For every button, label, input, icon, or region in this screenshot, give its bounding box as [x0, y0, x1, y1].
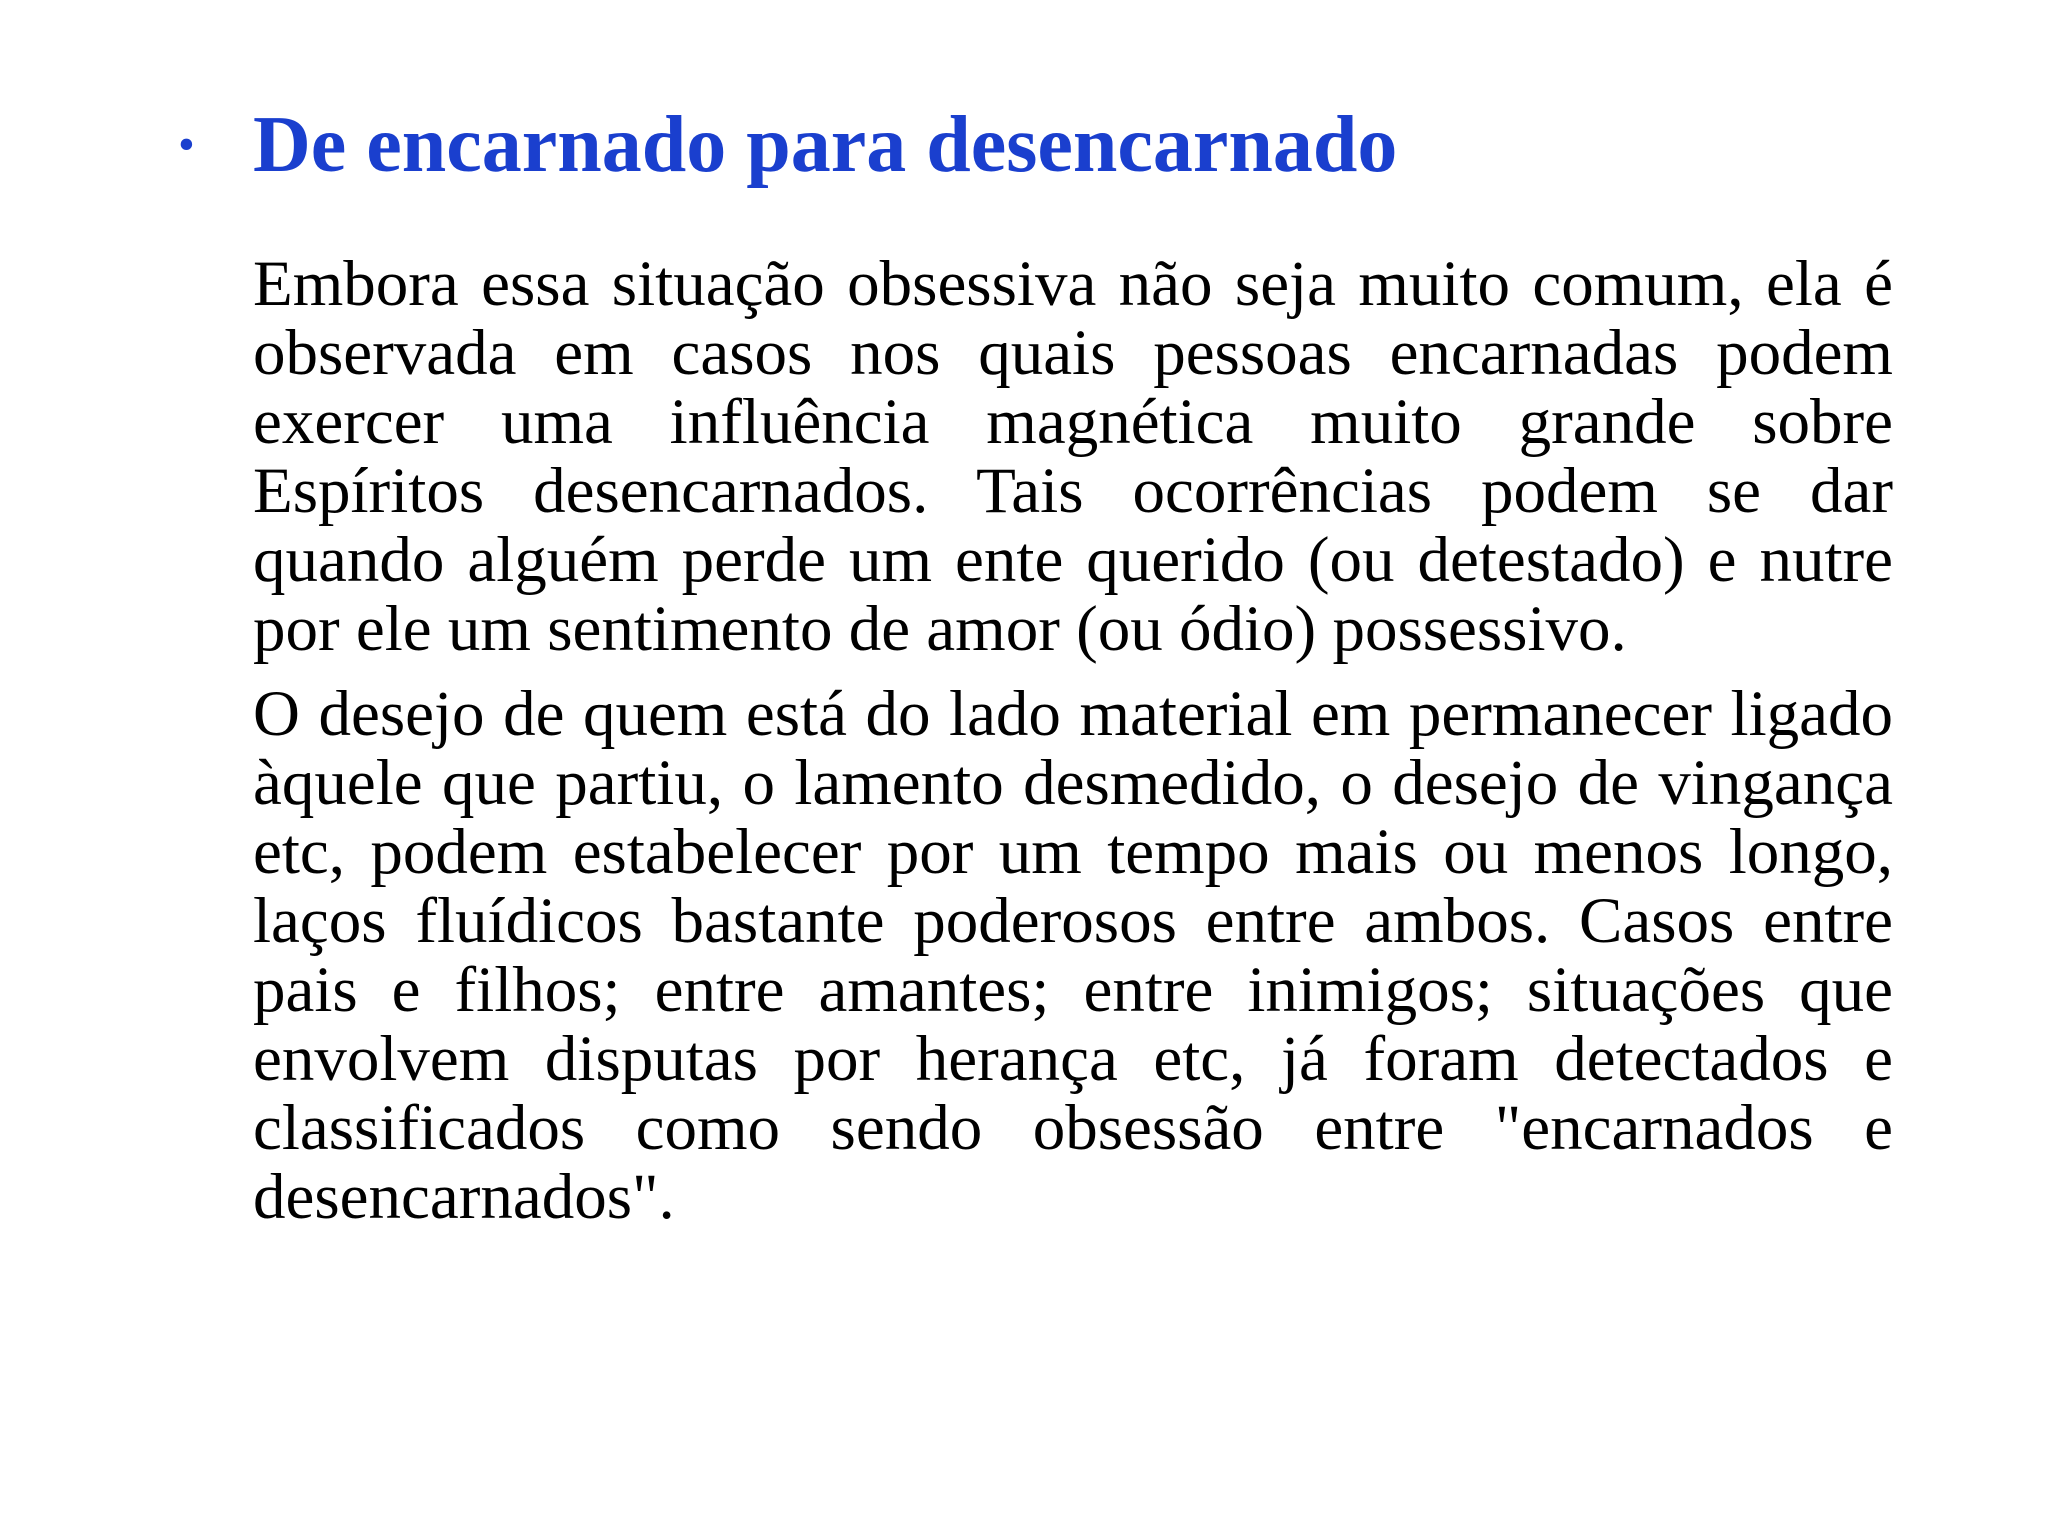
slide-heading [178, 100, 1397, 190]
slide-title: De encarnado para desencarnado [253, 101, 1398, 189]
body-paragraph-2: O desejo de quem está do lado material em permanecer ligado àquele que partiu, o lamento desmedido, o desejo de vingança etc, podem estabelecer por um tempo mais ou menos longo, laços fluídicos bastante poderosos entre ambos. Casos entre pais e filhos; entre amantes; entre inimigos; situações que envolvem disputas por herança etc, já foram detectados e classificados como sendo obsessão entre "encarnados e desencarnados". [253, 678, 1893, 1233]
slide-body [253, 250, 1893, 1232]
body-paragraph-1: Embora essa situação obsessiva não seja muito comum, ela é observada em casos nos quais pessoas encarnadas podem exercer uma influência magnética muito grande sobre Espíritos desencarnados. Tais ocorrências podem se dar quando alguém perde um ente querido (ou detestado) e nutre por ele um sentimento de amor (ou ódio) possessivo. [253, 248, 1893, 665]
bullet-icon: • [178, 118, 195, 171]
